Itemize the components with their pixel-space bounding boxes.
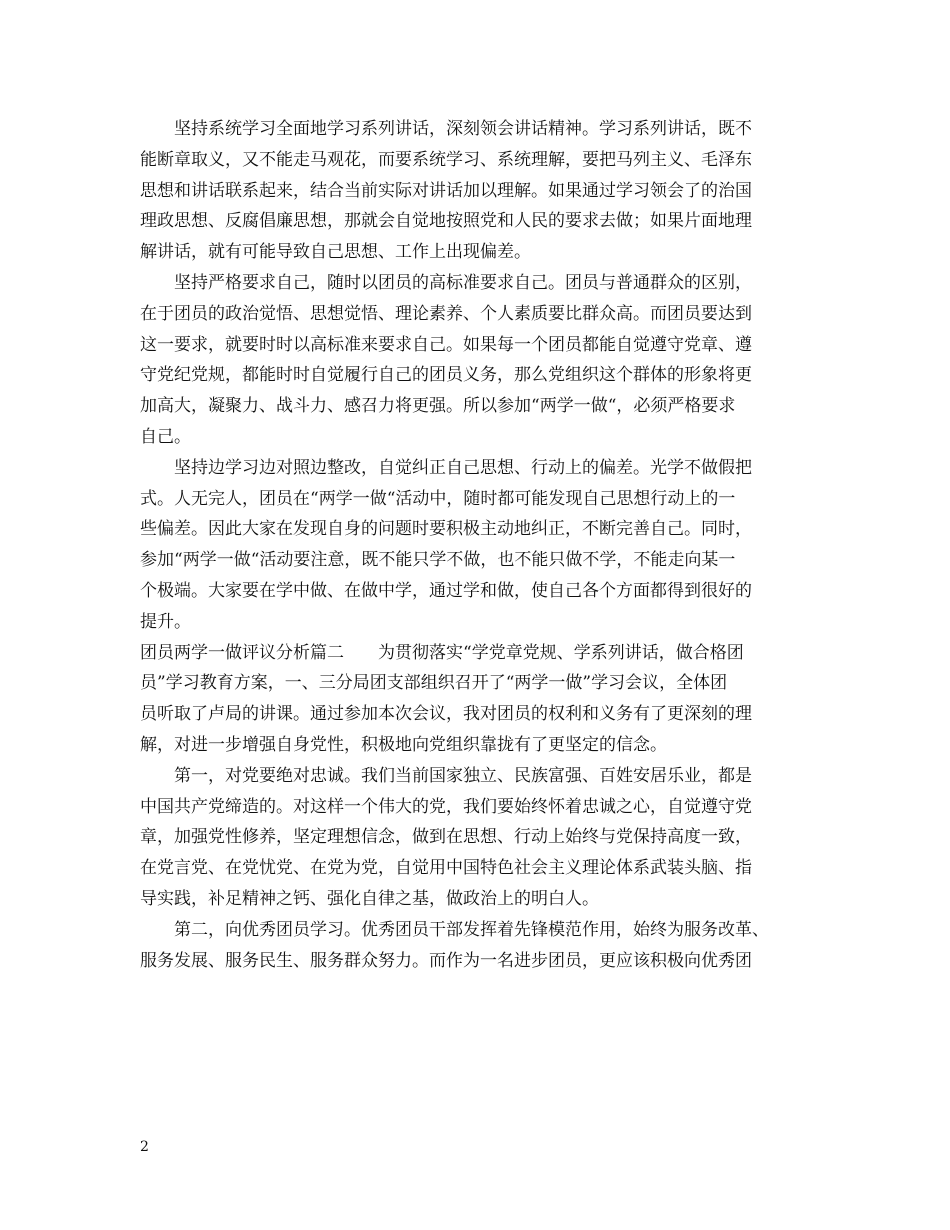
text-line: 导实践，补足精神之钙、强化自律之基，做政治上的明白人。 <box>140 888 599 909</box>
text-line: 自己。 <box>140 426 191 447</box>
text-line: 坚持严格要求自己，随时以团员的高标准要求自己。团员与普通群众的区别， <box>140 272 752 293</box>
text-line: 章，加强党性修养，坚定理想信念，做到在思想、行动上始终与党保持高度一致， <box>140 827 752 848</box>
text-line: 在党言党、在党忧党、在党为党，自觉用中国特色社会主义理论体系武装头脑、指 <box>140 858 752 879</box>
page-number: 2 <box>140 1139 149 1155</box>
text-line: 在于团员的政治觉悟、思想觉悟、理论素养、个人素质要比群众高。而团员要达到 <box>140 303 752 324</box>
text-line: 式。人无完人，团员在“两学一做“活动中，随时都可能发现自己思想行动上的一 <box>140 488 736 509</box>
text-line: 个极端。大家要在学中做、在做中学，通过学和做，使自己各个方面都得到很好的 <box>140 580 752 601</box>
section-heading-line: 团员两学一做评议分析篇二 为贯彻落实“学党章党规、学系列讲话，做合格团 <box>140 642 744 663</box>
text-line: 服务发展、服务民生、服务群众努力。而作为一名进步团员，更应该积极向优秀团 <box>140 950 752 971</box>
text-line: 些偏差。因此大家在发现自身的问题时要积极主动地纠正，不断完善自己。同时， <box>140 519 752 540</box>
text-line: 能断章取义，又不能走马观花，而要系统学习、系统理解，要把马列主义、毛泽东 <box>140 149 752 170</box>
text-line: 加高大，凝聚力、战斗力、感召力将更强。所以参加“两学一做“，必须严格要求 <box>140 396 736 417</box>
text-line: 中国共产党缔造的。对这样一个伟大的党，我们要始终怀着忠诚之心，自觉遵守党 <box>140 796 752 817</box>
text-line: 守党纪党规，都能时时自觉履行自己的团员义务，那么党组织这个群体的形象将更 <box>140 365 752 386</box>
text-line: 员听取了卢局的讲课。通过参加本次会议，我对团员的权利和义务有了更深刻的理 <box>140 704 752 725</box>
text-line: 解，对进一步增强自身党性，积极地向党组织靠拢有了更坚定的信念。 <box>140 734 667 755</box>
text-line: 参加“两学一做“活动要注意，既不能只学不做，也不能只做不学，不能走向某一 <box>140 550 736 571</box>
text-line: 员”学习教育方案，一、三分局团支部组织召开了“两学一做”学习会议，全体团 <box>140 673 728 694</box>
text-line: 第一，对党要绝对忠诚。我们当前国家独立、民族富强、百姓安居乐业，都是 <box>140 765 752 786</box>
text-line: 理政思想、反腐倡廉思想，那就会自觉地按照党和人民的要求去做；如果片面地理 <box>140 211 752 232</box>
text-line: 这一要求，就要时时以高标准来要求自己。如果每一个团员都能自觉遵守党章、遵 <box>140 334 752 355</box>
document-body <box>140 114 812 976</box>
text-line: 坚持边学习边对照边整改，自觉纠正自己思想、行动上的偏差。光学不做假把 <box>140 457 752 478</box>
text-line: 第二，向优秀团员学习。优秀团员干部发挥着先锋模范作用，始终为服务改革、 <box>140 919 769 940</box>
text-line: 思想和讲话联系起来，结合当前实际对讲话加以理解。如果通过学习领会了的治国 <box>140 180 752 201</box>
text-line: 提升。 <box>140 611 191 632</box>
text-line: 坚持系统学习全面地学习系列讲话，深刻领会讲话精神。学习系列讲话，既不 <box>140 119 752 139</box>
text-line: 解讲话，就有可能导致自己思想、工作上出现偏差。 <box>140 242 531 263</box>
